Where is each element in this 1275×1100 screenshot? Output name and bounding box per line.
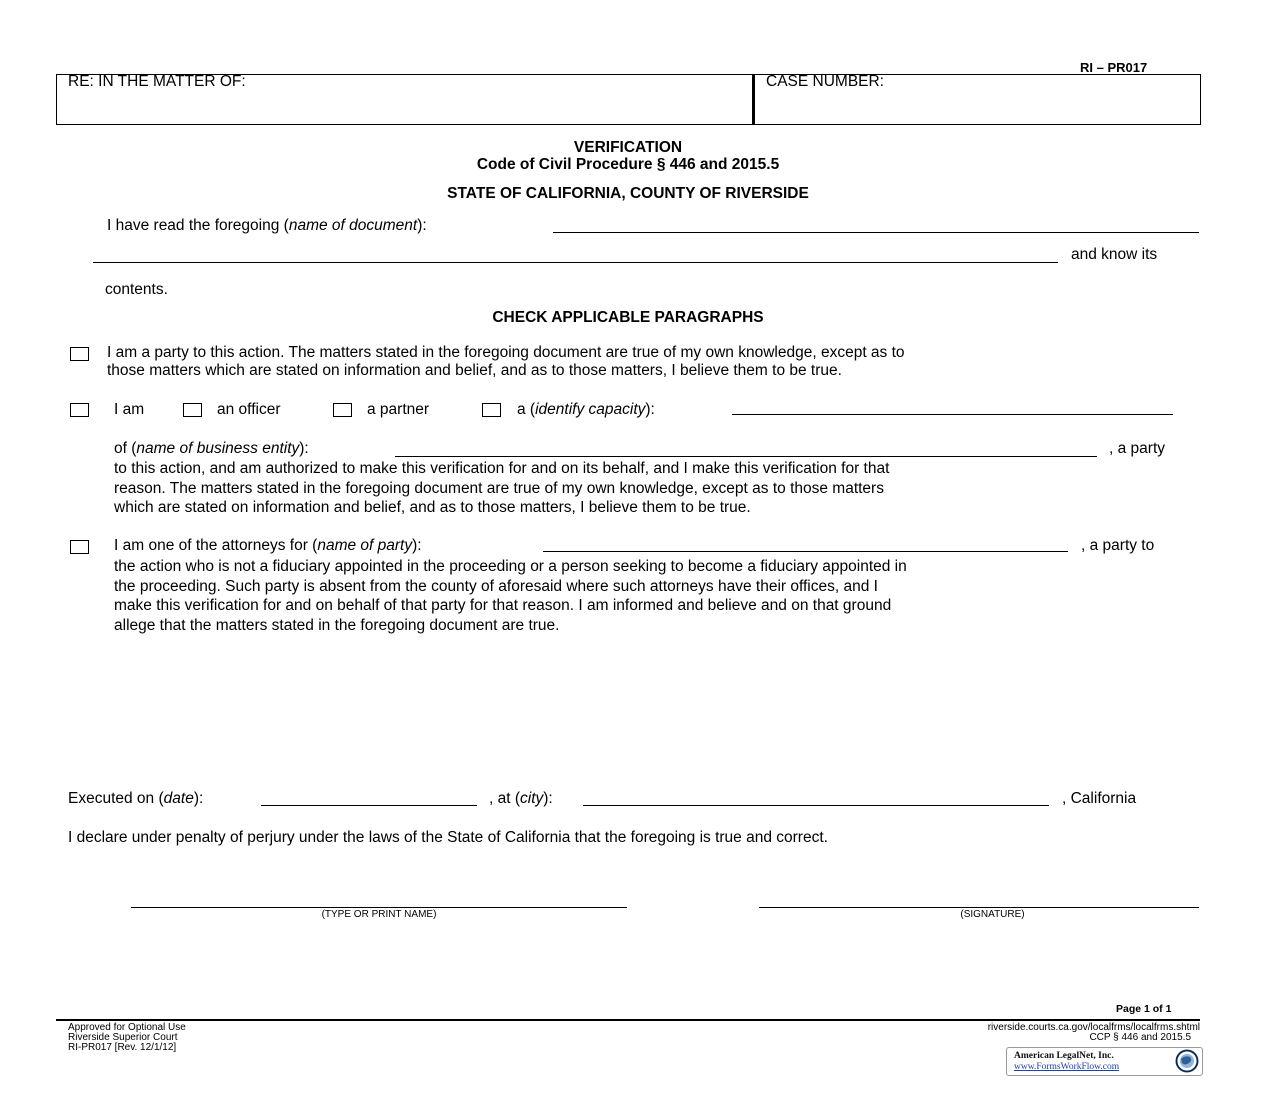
print-name-caption: (TYPE OR PRINT NAME): [321, 909, 437, 920]
city-italic: city: [520, 790, 544, 807]
form-id: RI – PR017: [1080, 60, 1148, 75]
matter-label: RE: IN THE MATTER OF:: [68, 73, 246, 90]
declaration-statement: I declare under penalty of perjury under the laws of the State of California that the foregoing is true and correct.: [68, 829, 828, 846]
i-am-label: I am: [114, 401, 145, 418]
contents: contents.: [105, 281, 168, 298]
check-heading: CHECK APPLICABLE PARAGRAPHS: [492, 309, 764, 326]
footer-url: riverside.courts.ca.gov/localfrms/localfrms.shtml: [987, 1022, 1200, 1033]
matter-field[interactable]: [60, 94, 748, 120]
logo-name: American LegalNet, Inc.: [1014, 1051, 1114, 1061]
document-name-field-2[interactable]: [93, 262, 1058, 263]
partner-checkbox[interactable]: [333, 403, 352, 417]
footer-approved: Approved for Optional Use: [68, 1022, 186, 1033]
footer-form-rev: RI-PR017 [Rev. 12/1/12]: [68, 1042, 177, 1053]
capacity-field[interactable]: [732, 414, 1173, 415]
case-number-field[interactable]: [760, 94, 1194, 120]
date-field[interactable]: [261, 805, 477, 806]
footer-court: Riverside Superior Court: [68, 1032, 178, 1043]
party-checkbox[interactable]: [70, 347, 89, 361]
capacity-label: [517, 401, 655, 419]
business-entity-field[interactable]: [395, 456, 1097, 457]
para3-body: the action who is not a fiduciary appointed in the proceeding or a person seeking to become a fiduciary appointed in the proceeding. Such party is absent from the county of aforesaid where such attorneys have their offices, and I make this verification for and on behalf of that party for that reason. I am informed and believe and on that ground allege that the matters stated in the foregoing document are true.: [114, 558, 907, 634]
read-suffix: ):: [417, 217, 427, 234]
city-field[interactable]: [583, 805, 1049, 806]
entity-suffix: ):: [299, 440, 309, 457]
capacity-suffix: ):: [645, 401, 655, 418]
attorney-label: [114, 537, 422, 555]
attorney-prefix: I am one of the attorneys for (: [114, 537, 318, 554]
officer-label: an officer: [217, 401, 281, 418]
title-code: Code of Civil Procedure § 446 and 2015.5: [476, 156, 780, 173]
read-statement: [107, 217, 427, 235]
know-its: and know its: [1071, 246, 1158, 263]
para1-line1: I am a party to this action. The matters stated in the foregoing document are true of my own knowledge, except as to: [107, 344, 905, 361]
a-party-to-label: , a party to: [1081, 537, 1155, 554]
signature-field[interactable]: [759, 907, 1199, 908]
read-italic: name of document: [288, 217, 418, 234]
city-label: [489, 790, 553, 808]
logo-url[interactable]: www.FormsWorkFlow.com: [1014, 1062, 1120, 1072]
header-divider: [752, 74, 755, 125]
para1-line2: those matters which are stated on information and belief, and as to those matters, I believe them to be true.: [107, 362, 842, 379]
executed-prefix: Executed on (: [68, 790, 164, 807]
a-party-label: , a party: [1109, 440, 1165, 457]
capacity-checkbox[interactable]: [482, 403, 501, 417]
footer-rule: [56, 1019, 1200, 1021]
case-number-label: CASE NUMBER:: [766, 73, 884, 90]
attorney-italic: name of party: [317, 537, 413, 554]
footer-ccp: CCP § 446 and 2015.5: [1089, 1032, 1191, 1043]
capacity-prefix: a (: [517, 401, 536, 418]
officer-checkbox[interactable]: [183, 403, 202, 417]
read-prefix: I have read the foregoing (: [107, 217, 289, 234]
entity-prefix: of (: [114, 440, 137, 457]
city-suffix: ):: [543, 790, 553, 807]
entity-italic: name of business entity: [136, 440, 300, 457]
party-name-field[interactable]: [543, 551, 1068, 552]
executed-date-italic: date: [163, 790, 194, 807]
partner-label: a partner: [367, 401, 430, 418]
signature-caption: (SIGNATURE): [960, 909, 1025, 920]
page-number: Page 1 of 1: [1116, 1003, 1172, 1015]
globe-icon: [1175, 1049, 1199, 1073]
attorney-checkbox[interactable]: [70, 540, 89, 554]
entity-label: [114, 440, 309, 458]
title-state-county: STATE OF CALIFORNIA, COUNTY OF RIVERSIDE: [447, 185, 809, 202]
i-am-checkbox[interactable]: [70, 403, 89, 417]
executed-label: [68, 790, 203, 808]
print-name-field[interactable]: [131, 907, 627, 908]
city-prefix: , at (: [489, 790, 521, 807]
para2-body: to this action, and am authorized to make this verification for and on its behalf, and I make this verification for that reason. The matters stated in the foregoing document are true of my own knowledge, except as to those matters which are stated on information and belief, and as to those matters, I believe them to be true.: [114, 460, 890, 516]
executed-date-suffix: ):: [193, 790, 204, 807]
capacity-italic: identify capacity: [535, 401, 646, 418]
document-name-field-1[interactable]: [553, 232, 1199, 233]
attorney-suffix: ):: [412, 537, 422, 554]
legalnet-logo[interactable]: [1006, 1047, 1203, 1076]
title-verification: VERIFICATION: [573, 139, 683, 156]
california-label: , California: [1062, 790, 1137, 807]
